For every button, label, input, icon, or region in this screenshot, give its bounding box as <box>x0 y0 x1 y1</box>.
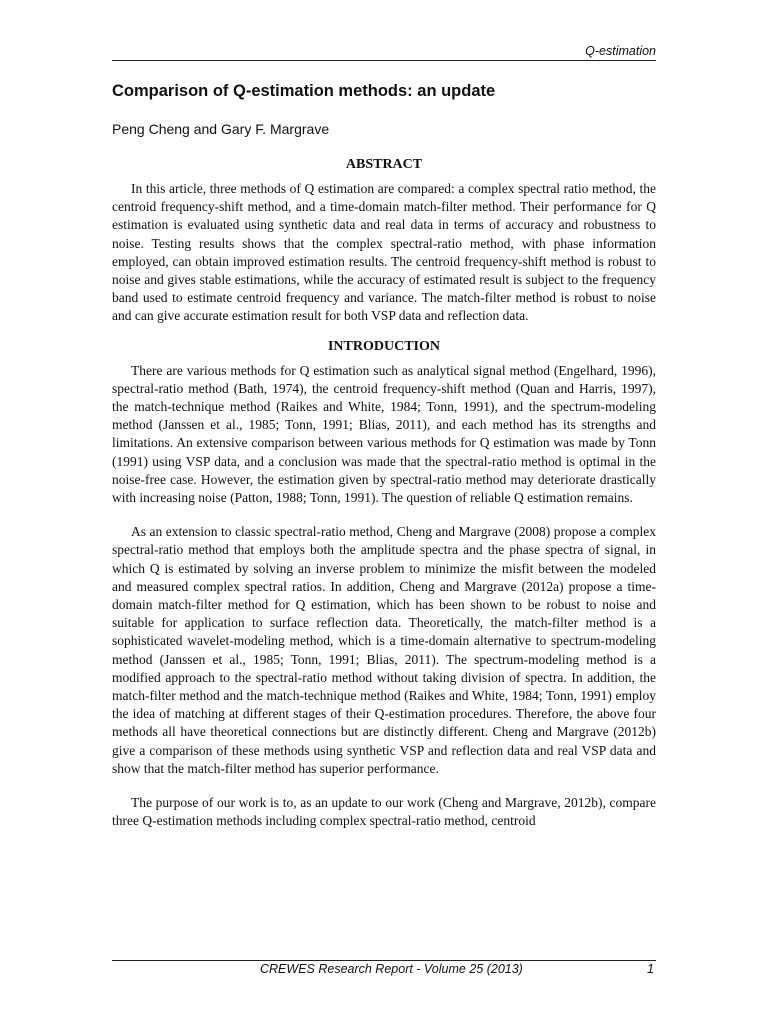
paper-body <box>112 156 656 847</box>
footer-report-title: CREWES Research Report - Volume 25 (2013) <box>260 962 523 976</box>
intro-paragraph-2: As an extension to classic spectral-ratio method, Cheng and Margrave (2008) propose a complex spectral-ratio method that employs both the amplitude spectra and the phase spectra of signal, in which Q is estimated by solving an inverse problem to minimize the misfit between the modeled and measured complex spectral ratios. In addition, Cheng and Margrave (2012a) propose a time-domain match-filter method for Q estimation, which has been shown to be robust to noise and suitable for application to surface reflection data. Theoretically, the match-filter method is a sophisticated wavelet-modeling method, which is a time-domain alternative to spectrum-modeling method (Janssen et al., 1985; Tonn, 1991; Blias, 2011). The spectrum-modeling method is a modified approach to the spectral-ratio method without taking division of spectra. In addition, the match-filter method and the match-technique method (Raikes and White, 1984; Tonn, 1991) employ the idea of matching at different stages of their Q-estimation procedures. Therefore, the above four methods all have theoretical connections but are distinctly different. Cheng and Margrave (2012b) give a comparison of these methods using synthetic VSP and reflection data and real VSP data and show that the match-filter method has superior performance. <box>112 524 656 776</box>
introduction-heading: INTRODUCTION <box>327 338 440 354</box>
intro-paragraph-1: There are various methods for Q estimation such as analytical signal method (Engelhard, 1996), spectral-ratio method (Bath, 1974), the centroid frequency-shift method (Quan and Harris, 1997), the match-technique method (Raikes and White, 1984; Tonn, 1991), and the spectrum-modeling method (Janssen et al., 1985; Tonn, 1991; Blias, 2011), and each method has its strengths and limitations. An extensive comparison between various methods for Q estimation was made by Tonn (1991) using VSP data, and a conclusion was made that the spectral-ratio method is optimal in the noise-free case. However, the estimation given by spectral-ratio method may deteriorate drastically with increasing noise (Patton, 1988; Tonn, 1991). The question of reliable Q estimation remains. <box>112 362 656 506</box>
paper-title: Comparison of Q-estimation methods: an update <box>112 82 496 100</box>
intro-paragraph-3: The purpose of our work is to, as an update to our work (Cheng and Margrave, 2012b), compare three Q-estimation methods including complex spectral-ratio method, centroid <box>112 795 656 829</box>
footer-divider <box>112 960 656 961</box>
page-number: 1 <box>647 962 654 976</box>
author-list: Peng Cheng and Gary F. Margrave <box>112 121 330 137</box>
running-header: Q-estimation <box>112 44 656 61</box>
abstract-paragraph: In this article, three methods of Q estimation are compared: a complex spectral ratio method, the centroid frequency-shift method, and a time-domain match-filter method. Their performance for Q estimation is evaluated using synthetic data and real data in terms of accuracy and robustness to noise. Testing results shows that the complex spectral-ratio method, with phase information employed, can obtain improved estimation results. The centroid frequency-shift method is robust to noise and gives stable estimations, while the accuracy of estimated result is subject to the frequency band used to estimate centroid frequency and variance. The match-filter method is robust to noise and can give accurate estimation result for both VSP data and reflection data. <box>112 181 656 324</box>
abstract-heading: ABSTRACT <box>345 157 423 172</box>
